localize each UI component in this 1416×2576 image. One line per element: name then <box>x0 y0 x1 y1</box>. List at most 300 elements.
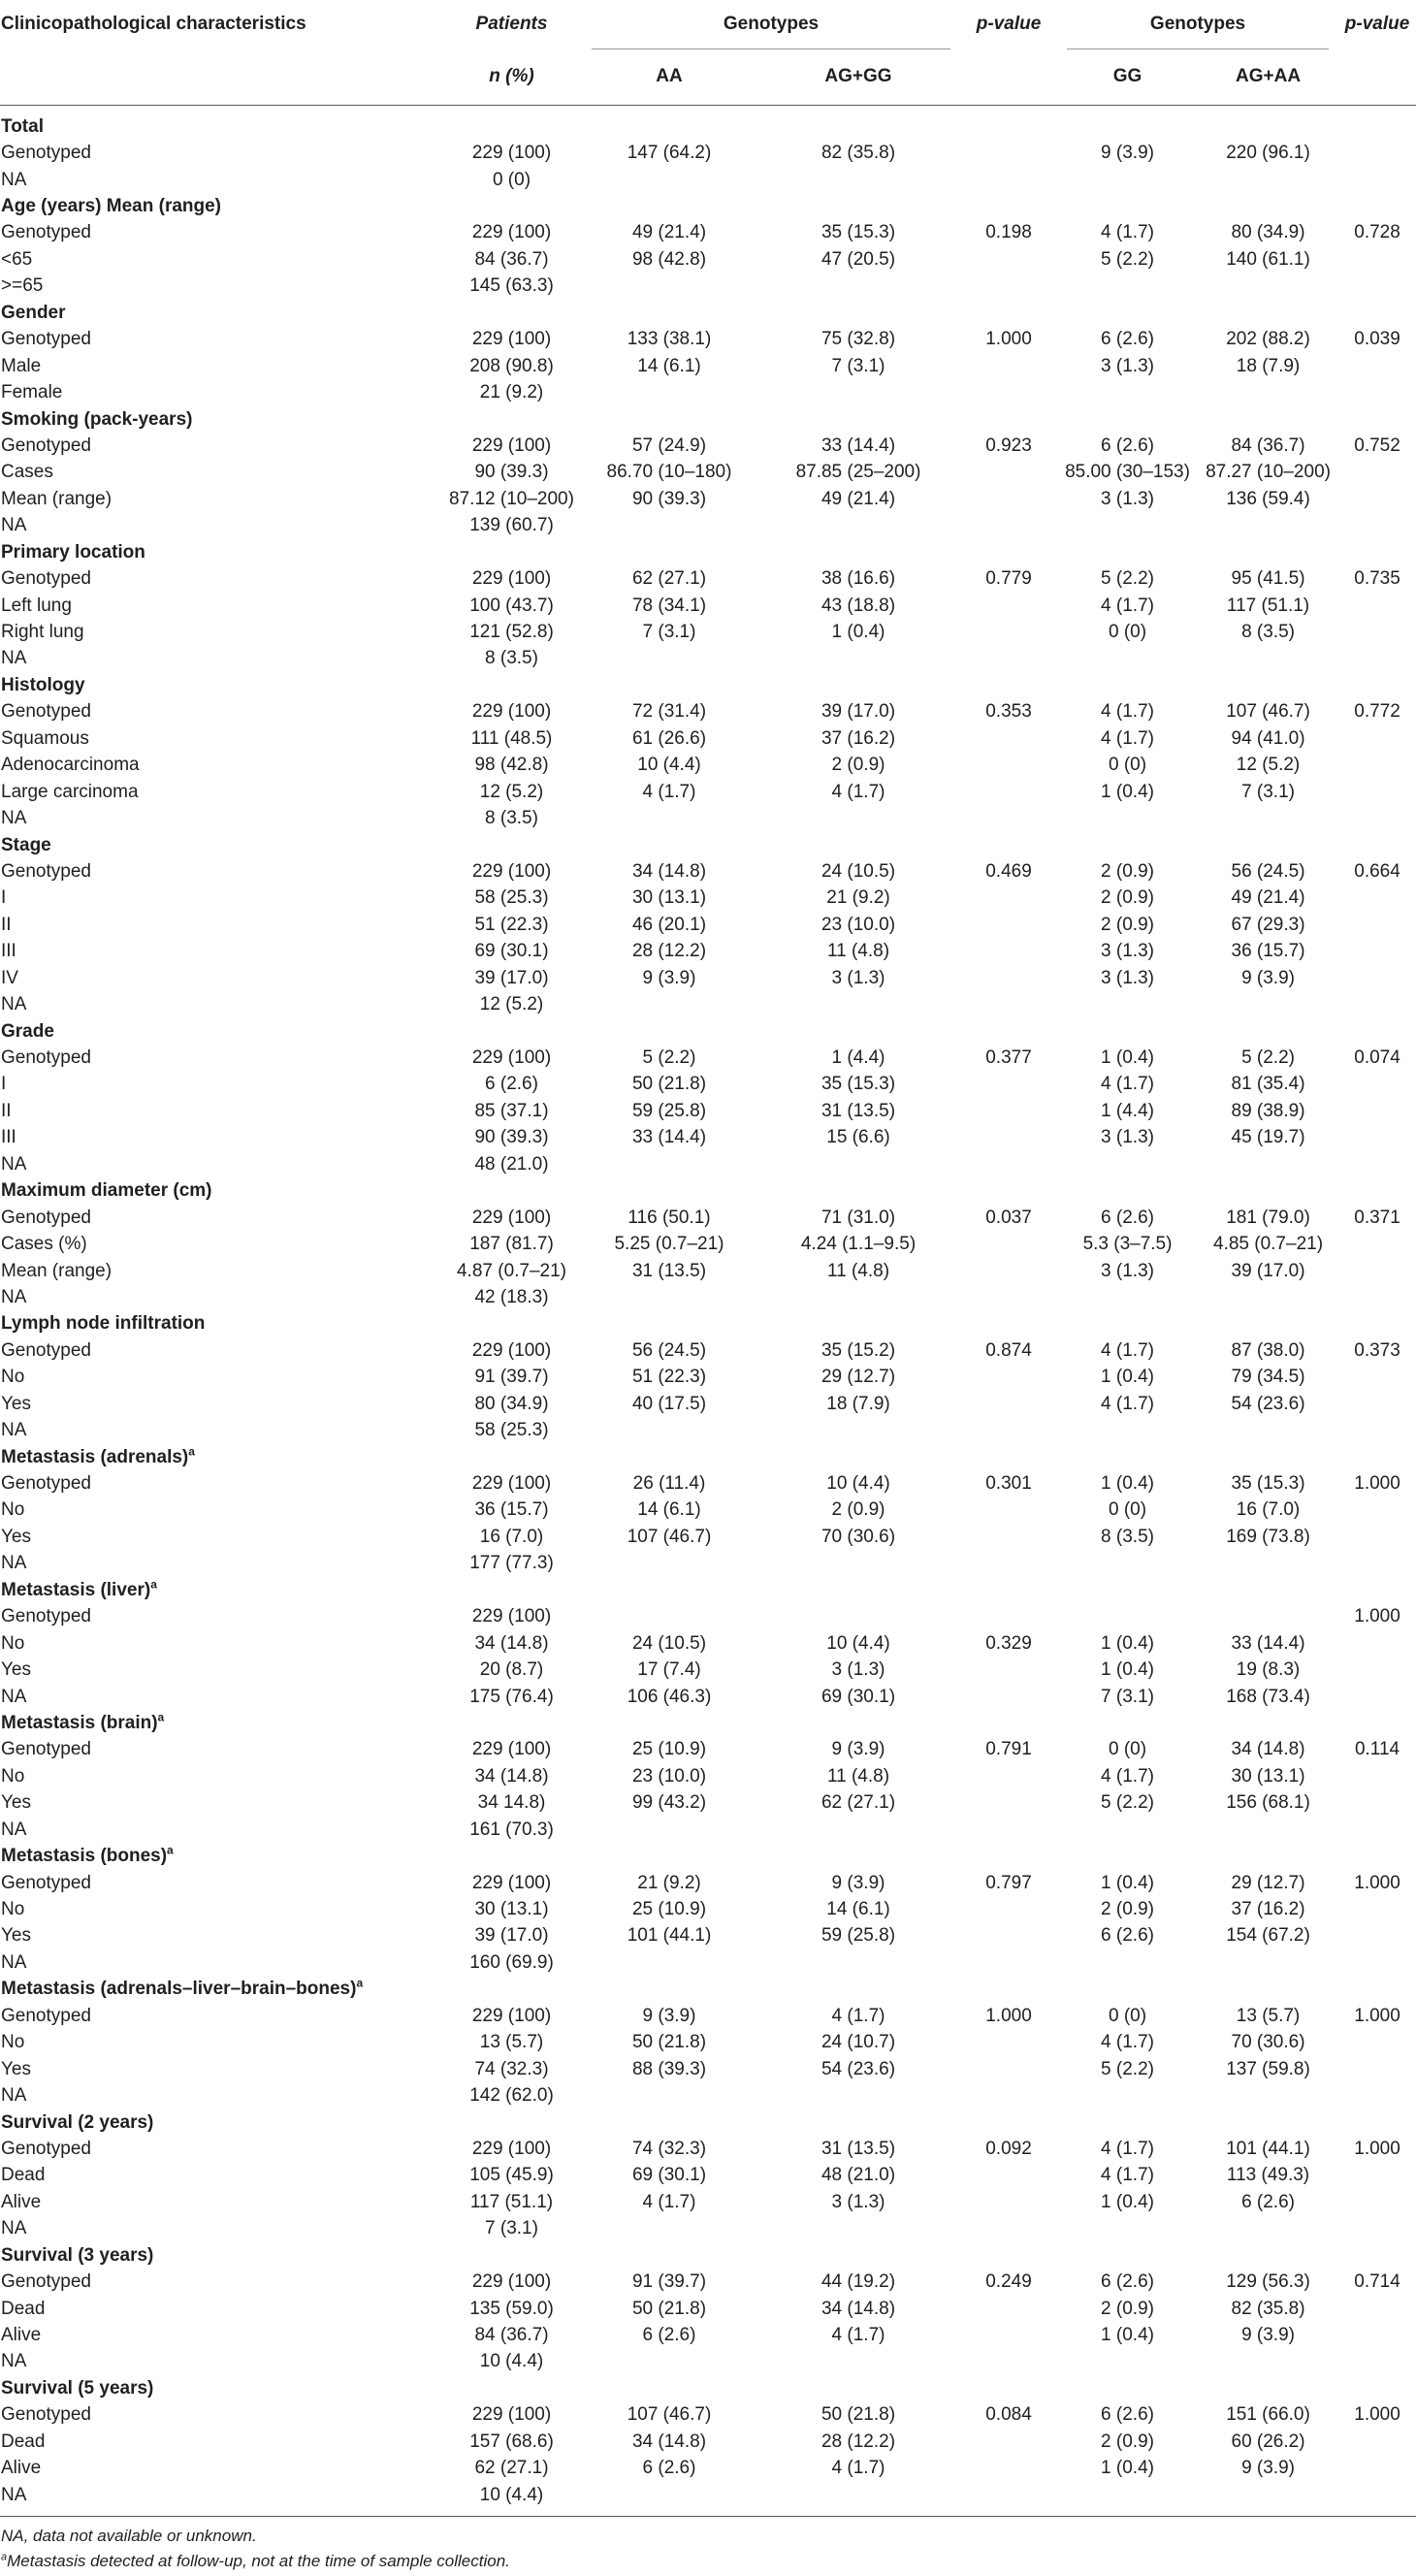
cell-gg: 1 (0.4) <box>1101 1367 1154 1388</box>
cell-pvalue-2: 0.074 <box>1354 1047 1400 1069</box>
cell-patients: 145 (63.3) <box>469 275 554 297</box>
cell-label: NA <box>1 994 27 1015</box>
cell-pvalue-1: 0.923 <box>985 435 1032 456</box>
cell-ag-gg: 69 (30.1) <box>821 1686 896 1707</box>
cell-aa: 86.70 (10–180) <box>606 462 732 483</box>
cell-aa: 56 (24.5) <box>631 1339 707 1361</box>
cell-gg: 0 (0) <box>1108 1499 1147 1521</box>
cell-pvalue-1: 0.301 <box>985 1473 1032 1495</box>
cell-pvalue-2: 0.371 <box>1354 1207 1400 1228</box>
cell-aa: 24 (10.5) <box>631 1632 707 1654</box>
cell-aa: 30 (13.1) <box>631 887 707 909</box>
cell-aa: 49 (21.4) <box>631 222 707 243</box>
section-title <box>0 539 1416 565</box>
cell-label: No <box>1 1632 25 1654</box>
cell-patients: 39 (17.0) <box>474 1925 549 1947</box>
section-title <box>0 1577 1416 1603</box>
cell-aa: 17 (7.4) <box>637 1659 701 1681</box>
cell-patients: 111 (48.5) <box>470 727 553 749</box>
cell-pvalue-1 <box>960 1497 1057 1524</box>
cell-patients: 229 (100) <box>471 1473 552 1495</box>
cell-gg <box>1057 1817 1198 1843</box>
cell-gg: 6 (2.6) <box>1101 2271 1154 2293</box>
cell-pvalue-2: 0.714 <box>1354 2271 1400 2293</box>
cell-label: III <box>1 1127 16 1148</box>
header-n-percent <box>441 66 582 106</box>
cell-pvalue-1 <box>960 646 1057 672</box>
section-title <box>0 1178 1416 1205</box>
cell-pvalue-1 <box>960 2482 1057 2508</box>
table-row <box>0 1497 1416 1524</box>
cell-pvalue-2 <box>1338 460 1416 486</box>
cell-pvalue-1 <box>960 513 1057 539</box>
cell-pvalue-2 <box>1338 2349 1416 2375</box>
cell-pvalue-2 <box>1338 1497 1416 1524</box>
cell-patients: 80 (34.9) <box>474 1393 549 1414</box>
cell-ag-gg: 1 (4.4) <box>831 1047 885 1069</box>
cell-ag-aa: 169 (73.8) <box>1226 1526 1310 1547</box>
cell-pvalue-2 <box>1338 1657 1416 1683</box>
cell-label: Genotyped <box>1 1872 91 1893</box>
cell-pvalue-1 <box>960 1151 1057 1177</box>
cell-ag-gg: 28 (12.2) <box>821 2431 896 2452</box>
cell-ag-aa: 136 (59.4) <box>1226 488 1310 509</box>
cell-patients: 16 (7.0) <box>479 1526 544 1547</box>
cell-aa: 99 (43.2) <box>631 1792 707 1814</box>
cell-pvalue-2 <box>1338 1763 1416 1789</box>
cell-pvalue-2 <box>1338 1790 1416 1817</box>
cell-pvalue-2 <box>1338 939 1416 965</box>
cell-ag-aa: 84 (36.7) <box>1231 435 1305 456</box>
cell-pvalue-2: 1.000 <box>1354 2005 1400 2026</box>
cell-pvalue-2 <box>1338 2296 1416 2322</box>
cell-gg: 1 (0.4) <box>1101 1473 1154 1495</box>
cell-ag-aa <box>1198 274 1338 300</box>
cell-gg: 4 (1.7) <box>1101 2165 1154 2186</box>
cell-gg <box>1057 1284 1198 1310</box>
table-row <box>0 939 1416 965</box>
cell-pvalue-1: 0.037 <box>985 1207 1032 1228</box>
cell-gg: 4 (1.7) <box>1101 2138 1154 2159</box>
cell-ag-gg <box>756 1817 960 1843</box>
cell-pvalue-1 <box>960 2082 1057 2109</box>
cell-pvalue-2 <box>1338 2082 1416 2109</box>
cell-ag-aa: 12 (5.2) <box>1236 755 1301 776</box>
cell-ag-aa: 79 (34.5) <box>1231 1367 1305 1388</box>
cell-ag-gg <box>756 1284 960 1310</box>
header-patients: Patients <box>475 14 548 34</box>
cell-patients: 229 (100) <box>471 329 552 350</box>
cell-ag-gg: 34 (14.8) <box>821 2298 896 2319</box>
cell-pvalue-1 <box>960 1417 1057 1443</box>
table-row <box>0 619 1416 645</box>
cell-patients: 87.12 (10–200) <box>449 488 574 509</box>
table-row <box>0 1604 1416 1630</box>
cell-patients: 161 (70.3) <box>469 1819 554 1840</box>
cell-patients: 98 (42.8) <box>474 755 549 776</box>
table-row <box>0 1790 1416 1817</box>
cell-ag-gg: 24 (10.5) <box>821 860 896 882</box>
cell-pvalue-1: 0.249 <box>985 2271 1032 2293</box>
table-row <box>0 167 1416 193</box>
cell-ag-aa: 8 (3.5) <box>1241 622 1295 643</box>
section-title <box>0 2109 1416 2136</box>
table-row <box>0 2296 1416 2322</box>
table-row <box>0 274 1416 300</box>
cell-aa: 106 (46.3) <box>627 1686 712 1707</box>
section-title <box>0 672 1416 698</box>
cell-ag-aa: 19 (8.3) <box>1236 1659 1301 1681</box>
cell-label: Genotyped <box>1 1606 91 1627</box>
footnote-marker: a <box>356 1977 364 1991</box>
cell-pvalue-1: 0.092 <box>985 2138 1032 2159</box>
footnote-marker: a <box>167 1843 174 1857</box>
cell-ag-gg: 21 (9.2) <box>826 887 890 909</box>
cell-ag-gg: 4 (1.7) <box>831 2005 885 2026</box>
cell-patients: 8 (3.5) <box>485 808 538 829</box>
cell-gg: 3 (1.3) <box>1101 1260 1154 1281</box>
table-row <box>0 1630 1416 1657</box>
cell-aa: 147 (64.2) <box>627 143 712 164</box>
cell-aa: 31 (13.5) <box>631 1260 707 1281</box>
section-title-text: Metastasis (brain) <box>1 1712 158 1733</box>
cell-ag-aa: 45 (19.7) <box>1231 1127 1305 1148</box>
cell-gg: 1 (0.4) <box>1101 1632 1154 1654</box>
cell-aa: 107 (46.7) <box>627 1526 712 1547</box>
cell-ag-aa <box>1198 646 1338 672</box>
cell-pvalue-1 <box>960 1949 1057 1976</box>
section-header-row <box>0 672 1416 698</box>
cell-pvalue-1 <box>960 2456 1057 2482</box>
table-row <box>0 2189 1416 2215</box>
cell-pvalue-1: 1.000 <box>985 329 1032 350</box>
cell-ag-gg <box>756 991 960 1017</box>
cell-label: Right lung <box>1 622 84 643</box>
cell-ag-aa: 202 (88.2) <box>1226 329 1310 350</box>
cell-label: Genotyped <box>1 1739 91 1760</box>
cell-pvalue-1 <box>960 2189 1057 2215</box>
header-n-label: n (%) <box>489 66 534 86</box>
cell-ag-gg: 31 (13.5) <box>821 1100 896 1121</box>
cell-ag-aa <box>1198 2216 1338 2242</box>
cell-gg: 4 (1.7) <box>1101 222 1154 243</box>
cell-pvalue-1 <box>960 246 1057 273</box>
cell-label: NA <box>1 2218 27 2239</box>
cell-ag-aa: 18 (7.9) <box>1236 355 1301 376</box>
cell-pvalue-1 <box>960 1258 1057 1284</box>
table-bottom-rule <box>0 2516 1416 2517</box>
header-genotypes-gg-group <box>1057 0 1338 66</box>
cell-patients: 229 (100) <box>471 222 552 243</box>
cell-gg: 5.3 (3–7.5) <box>1082 1234 1173 1255</box>
table-row <box>0 1923 1416 1949</box>
header-blank-3 <box>1338 66 1416 106</box>
cell-pvalue-2 <box>1338 167 1416 193</box>
table-row <box>0 1684 1416 1710</box>
cell-aa: 69 (30.1) <box>631 2165 707 2186</box>
cell-pvalue-1 <box>960 886 1057 912</box>
cell-gg: 2 (0.9) <box>1101 887 1154 909</box>
cell-aa: 72 (31.4) <box>631 701 707 723</box>
cell-ag-aa: 154 (67.2) <box>1226 1925 1310 1947</box>
cell-ag-aa: 137 (59.8) <box>1226 2058 1310 2079</box>
cell-ag-aa: 156 (68.1) <box>1226 1792 1310 1814</box>
cell-aa: 14 (6.1) <box>637 355 701 376</box>
cell-label: II <box>1 1100 12 1121</box>
cell-label: No <box>1 1499 25 1521</box>
cell-label: I <box>1 1074 7 1095</box>
cell-gg <box>1057 274 1198 300</box>
cell-gg: 85.00 (30–153) <box>1065 462 1190 483</box>
cell-label: No <box>1 1367 25 1388</box>
cell-aa: 26 (11.4) <box>632 1473 706 1495</box>
cell-pvalue-2 <box>1338 2482 1416 2508</box>
table-row <box>0 912 1416 938</box>
cell-label: Female <box>1 382 63 403</box>
cell-pvalue-2 <box>1338 353 1416 379</box>
cell-pvalue-1 <box>960 2349 1057 2375</box>
section-title-text: Grade <box>1 1020 54 1042</box>
cell-pvalue-1 <box>960 965 1057 991</box>
cell-pvalue-2: 0.039 <box>1354 329 1400 350</box>
cell-patients: 121 (52.8) <box>469 622 554 643</box>
section-title-text: Lymph node infiltration <box>1 1313 206 1335</box>
cell-pvalue-2 <box>1338 1391 1416 1417</box>
section-title <box>0 300 1416 326</box>
cell-pvalue-2 <box>1338 1923 1416 1949</box>
table-row <box>0 1657 1416 1683</box>
cell-ag-aa: 220 (96.1) <box>1226 143 1310 164</box>
cell-ag-aa: 94 (41.0) <box>1231 727 1305 749</box>
cell-ag-aa: 80 (34.9) <box>1231 222 1305 243</box>
cell-pvalue-1 <box>960 805 1057 831</box>
cell-gg <box>1057 379 1198 405</box>
cell-ag-gg: 54 (23.6) <box>821 2058 896 2079</box>
cell-gg: 0 (0) <box>1108 755 1147 776</box>
cell-aa <box>582 167 756 193</box>
cell-ag-gg: 39 (17.0) <box>821 701 896 723</box>
cell-pvalue-1: 0.084 <box>985 2404 1032 2426</box>
cell-patients: 229 (100) <box>471 2404 552 2426</box>
cell-ag-gg <box>756 646 960 672</box>
cell-gg: 1 (4.4) <box>1101 1100 1154 1121</box>
cell-patients: 0 (0) <box>492 169 531 190</box>
cell-aa <box>582 1417 756 1443</box>
cell-ag-aa: 89 (38.9) <box>1231 1100 1305 1121</box>
cell-ag-aa: 7 (3.1) <box>1241 781 1295 802</box>
cell-patients: 39 (17.0) <box>474 967 549 988</box>
section-header-row <box>0 1018 1416 1045</box>
cell-aa: 50 (21.8) <box>631 1074 707 1095</box>
cell-gg: 4 (1.7) <box>1101 1074 1154 1095</box>
cell-ag-aa: 9 (3.9) <box>1241 2458 1295 2479</box>
cell-aa: 4 (1.7) <box>642 781 696 802</box>
cell-aa <box>582 1551 756 1577</box>
cell-pvalue-2 <box>1338 2056 1416 2082</box>
cell-pvalue-2 <box>1338 779 1416 805</box>
cell-label: NA <box>1 808 27 829</box>
cell-pvalue-1 <box>960 753 1057 779</box>
cell-ag-aa: 30 (13.1) <box>1231 1765 1305 1787</box>
table-row <box>0 886 1416 912</box>
cell-pvalue-2 <box>1338 1231 1416 1257</box>
cell-label: Genotyped <box>1 1047 91 1069</box>
cell-pvalue-2 <box>1338 1125 1416 1151</box>
cell-ag-gg: 4 (1.7) <box>831 2458 885 2479</box>
table-row <box>0 2030 1416 2056</box>
cell-pvalue-1 <box>960 593 1057 619</box>
cell-pvalue-1 <box>960 1896 1057 1922</box>
cell-patients: 229 (100) <box>471 568 552 590</box>
cell-gg: 4 (1.7) <box>1101 1393 1154 1414</box>
cell-aa: 57 (24.9) <box>631 435 707 456</box>
cell-pvalue-2: 1.000 <box>1354 2138 1400 2159</box>
cell-patients: 175 (76.4) <box>469 1686 554 1707</box>
cell-aa: 6 (2.6) <box>642 2325 696 2346</box>
cell-patients: 229 (100) <box>471 860 552 882</box>
table-body <box>0 106 1416 2509</box>
table-row <box>0 460 1416 486</box>
cell-pvalue-2: 0.373 <box>1354 1339 1400 1361</box>
cell-label: Adenocarcinoma <box>1 755 140 776</box>
cell-label: Mean (range) <box>1 488 113 509</box>
table-row <box>0 1365 1416 1391</box>
section-title-text: Metastasis (adrenals–liver–brain–bones) <box>1 1979 357 2000</box>
cell-gg: 0 (0) <box>1108 2005 1147 2026</box>
cell-pvalue-1 <box>960 1365 1057 1391</box>
cell-aa: 21 (9.2) <box>637 1872 701 1893</box>
cell-label: NA <box>1 1286 27 1307</box>
cell-patients: 34 (14.8) <box>474 1632 549 1654</box>
table-row <box>0 699 1416 725</box>
cell-aa: 91 (39.7) <box>631 2271 707 2293</box>
cell-gg: 1 (0.4) <box>1101 2325 1154 2346</box>
cell-pvalue-1 <box>960 2216 1057 2242</box>
cell-aa: 6 (2.6) <box>642 2458 696 2479</box>
table-row <box>0 858 1416 885</box>
cell-pvalue-1 <box>960 1763 1057 1789</box>
cell-gg: 6 (2.6) <box>1101 2404 1154 2426</box>
cell-gg <box>1057 2482 1198 2508</box>
table-row <box>0 2056 1416 2082</box>
cell-label: Yes <box>1 1393 31 1414</box>
cell-label: Genotyped <box>1 860 91 882</box>
cell-label: NA <box>1 1686 27 1707</box>
cell-pvalue-1 <box>960 2030 1057 2056</box>
cell-patients: 34 14.8) <box>477 1792 546 1814</box>
cell-pvalue-2 <box>1338 1151 1416 1177</box>
cell-pvalue-2 <box>1338 725 1416 752</box>
cell-gg: 4 (1.7) <box>1101 595 1154 616</box>
cell-ag-gg <box>756 2216 960 2242</box>
cell-label: Yes <box>1 1925 31 1947</box>
cell-label: Genotyped <box>1 1207 91 1228</box>
cell-pvalue-2: 0.114 <box>1354 1739 1400 1760</box>
cell-gg <box>1057 1551 1198 1577</box>
cell-aa: 5.25 (0.7–21) <box>614 1234 724 1255</box>
cell-ag-gg: 10 (4.4) <box>826 1473 890 1495</box>
cell-pvalue-2: 0.772 <box>1354 701 1400 723</box>
cell-ag-gg: 50 (21.8) <box>821 2404 896 2426</box>
cell-ag-aa <box>1198 1604 1338 1630</box>
cell-pvalue-2 <box>1338 379 1416 405</box>
cell-pvalue-2 <box>1338 1817 1416 1843</box>
cell-gg: 4 (1.7) <box>1101 701 1154 723</box>
section-title-text: Gender <box>1 302 66 323</box>
cell-pvalue-1 <box>960 2296 1057 2322</box>
cell-ag-gg: 59 (25.8) <box>821 1925 896 1947</box>
cell-pvalue-1 <box>960 912 1057 938</box>
cell-gg: 6 (2.6) <box>1101 1207 1154 1228</box>
cell-label: Alive <box>1 2325 42 2346</box>
cell-aa: 34 (14.8) <box>631 860 707 882</box>
table-row <box>0 1817 1416 1843</box>
cell-ag-gg: 24 (10.7) <box>821 2032 896 2053</box>
cell-pvalue-1 <box>960 1551 1057 1577</box>
table-row <box>0 2269 1416 2295</box>
table-row <box>0 2349 1416 2375</box>
cell-gg: 2 (0.9) <box>1101 860 1154 882</box>
table-header <box>0 0 1416 106</box>
cell-pvalue-2 <box>1338 2429 1416 2455</box>
cell-aa: 14 (6.1) <box>637 1499 701 1521</box>
cell-gg: 3 (1.3) <box>1101 941 1154 962</box>
cell-patients: 4.87 (0.7–21) <box>456 1260 567 1281</box>
cell-label: Genotyped <box>1 2271 91 2293</box>
table-row <box>0 1949 1416 1976</box>
cell-ag-gg: 18 (7.9) <box>826 1393 890 1414</box>
cell-ag-aa <box>1198 167 1338 193</box>
cell-label: II <box>1 914 12 935</box>
cell-ag-aa: 70 (30.6) <box>1231 2032 1305 2053</box>
cell-patients: 187 (81.7) <box>469 1234 554 1255</box>
table-row <box>0 1896 1416 1922</box>
cell-ag-gg <box>756 1551 960 1577</box>
cell-label: NA <box>1 169 27 190</box>
cell-ag-gg: 70 (30.6) <box>821 1526 896 1547</box>
section-header-row <box>0 1311 1416 1337</box>
header-genotypes-aa-group <box>582 0 960 66</box>
cell-patients: 229 (100) <box>471 143 552 164</box>
table-row <box>0 1391 1416 1417</box>
cell-pvalue-2 <box>1338 1284 1416 1310</box>
cell-pvalue-2 <box>1338 1258 1416 1284</box>
cell-patients: 84 (36.7) <box>474 248 549 270</box>
cell-label: Large carcinoma <box>1 781 139 802</box>
cell-label: Genotyped <box>1 1339 91 1361</box>
cell-ag-aa <box>1198 379 1338 405</box>
cell-ag-aa <box>1198 805 1338 831</box>
cell-ag-gg: 35 (15.2) <box>821 1339 896 1361</box>
cell-ag-aa <box>1198 991 1338 1017</box>
cell-ag-gg: 82 (35.8) <box>821 143 896 164</box>
cell-label: NA <box>1 1153 27 1175</box>
cell-label: <65 <box>1 248 33 270</box>
cell-label: III <box>1 941 16 962</box>
cell-ag-gg <box>756 805 960 831</box>
table-row <box>0 1151 1416 1177</box>
table-row <box>0 1284 1416 1310</box>
cell-patients: 74 (32.3) <box>474 2058 549 2079</box>
section-header-row <box>0 2375 1416 2401</box>
cell-pvalue-2: 1.000 <box>1354 2404 1400 2426</box>
cell-ag-aa: 13 (5.7) <box>1236 2005 1301 2026</box>
cell-patients: 36 (15.7) <box>474 1499 549 1521</box>
cell-pvalue-2: 1.000 <box>1354 1872 1400 1893</box>
cell-pvalue-1: 0.198 <box>985 222 1032 243</box>
cell-gg <box>1057 1604 1198 1630</box>
cell-label: NA <box>1 2484 27 2505</box>
